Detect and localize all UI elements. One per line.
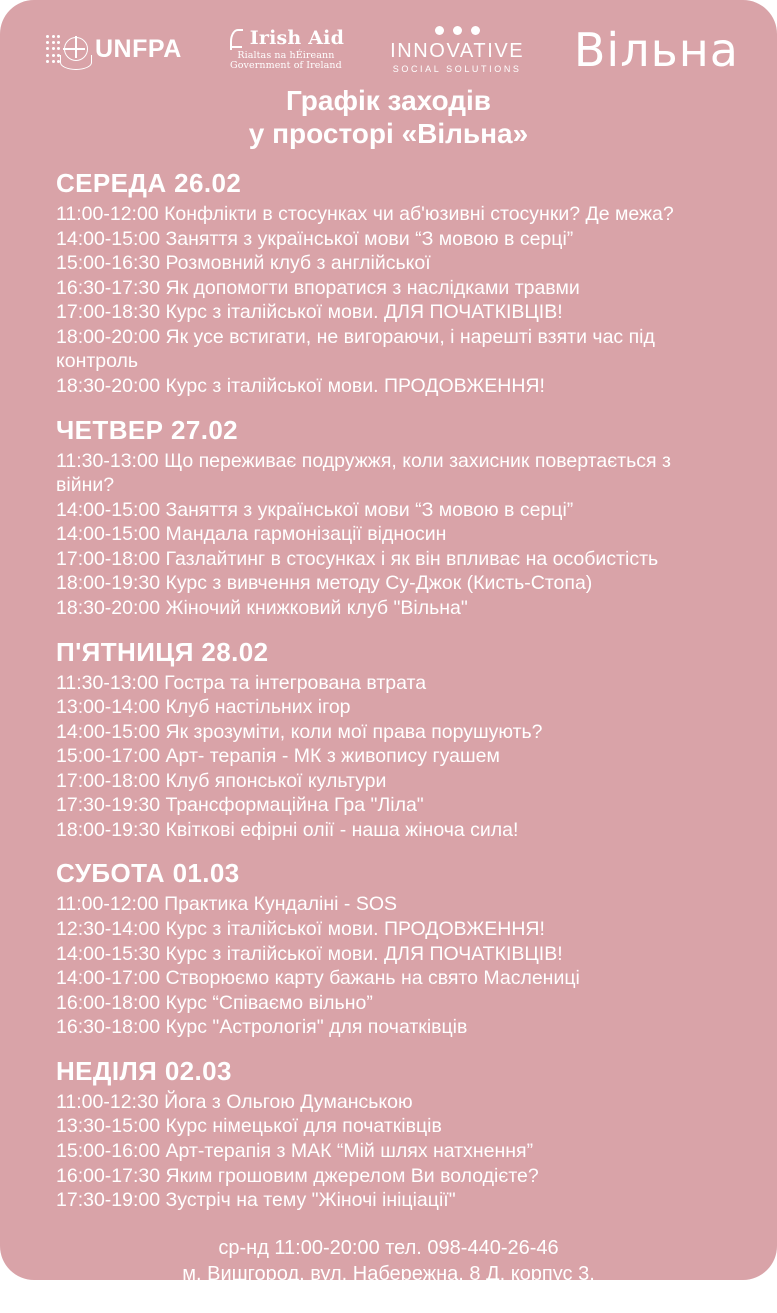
schedule-event	[56, 695, 733, 720]
schedule-event-time: 18:00-19:30	[56, 818, 161, 841]
schedule-event	[56, 991, 733, 1016]
schedule-event	[56, 374, 733, 399]
schedule-event-title: Арт-терапія з МАК “Мій шлях натхнення”	[165, 1139, 534, 1162]
schedule-event-title: Курс німецької для початківців	[165, 1115, 442, 1138]
schedule-event-title: Квіткові ефірні олії - наша жіноча сила!	[165, 818, 519, 841]
schedule-event-time: 15:00-17:00	[56, 745, 161, 768]
poster-footer	[0, 1229, 777, 1313]
schedule-event-time: 11:30-13:00	[56, 449, 159, 472]
schedule-event	[56, 1139, 733, 1164]
schedule-list	[0, 150, 777, 1213]
schedule-event	[56, 744, 733, 769]
brand-name: Вільна	[573, 23, 739, 77]
schedule-event	[56, 720, 733, 745]
logo-irish-aid-sub1: Rialtas na hÉireann	[237, 50, 335, 61]
schedule-event-title: Практика Кундаліні - SOS	[164, 893, 398, 916]
schedule-event-title: Газлайтинг в стосунках і як він впливає на особистість	[165, 547, 659, 570]
schedule-day	[56, 858, 733, 1039]
schedule-day-title: СЕРЕДА 26.02	[56, 168, 242, 199]
schedule-event-title: Курс з вивчення методу Су-Джок (Кисть-Стопа)	[165, 572, 593, 595]
schedule-event-time: 18:30-20:00	[56, 375, 161, 397]
schedule-event-title: Як допомогти впоратися з наслідками травми	[165, 276, 580, 299]
schedule-event	[56, 571, 733, 596]
schedule-event	[56, 1114, 733, 1139]
logo-irish-aid-sub2: Government of Ireland	[230, 60, 342, 72]
schedule-event-title: Курс з італійської мови. ДЛЯ ПОЧАТКІВЦІВ!	[165, 301, 563, 324]
schedule-day	[56, 415, 733, 621]
logo-iss-sub: SOCIAL SOLUTIONS	[392, 63, 522, 74]
schedule-event-title: Зустріч на тему "Жіночі ініціації"	[165, 1189, 456, 1212]
schedule-event-title: Створюємо карту бажань на свято Маслениці	[165, 967, 580, 990]
footer-complex: ЖК Вишгород Сіті Парк	[280, 1288, 497, 1311]
schedule-event	[56, 251, 733, 276]
schedule-event	[56, 596, 733, 621]
schedule-event-title: Трансформаційна Гра "Ліла"	[165, 794, 424, 817]
three-dots-icon	[390, 26, 524, 35]
footer-address: м. Вишгород, вул. Набережна, 8 Д, корпус 3,	[182, 1262, 595, 1285]
schedule-event-title: Гостра та інтегрована втрата	[164, 671, 427, 694]
schedule-event-time: 14:00-15:00	[56, 498, 161, 521]
schedule-event-title: Жіночий книжковий клуб "Вільна"	[165, 596, 468, 619]
schedule-event-title: Мандала гармонізації відносин	[165, 523, 447, 546]
schedule-event-time: 11:00-12:30	[56, 1090, 159, 1113]
schedule-event	[56, 522, 733, 547]
schedule-event-time: 17:00-18:30	[56, 301, 161, 324]
schedule-event-time: 13:30-15:00	[56, 1115, 161, 1138]
schedule-event-title: Курс з італійської мови. ПРОДОВЖЕННЯ!	[165, 918, 545, 940]
page-title-line1: Графік заходів	[285, 85, 492, 116]
schedule-event-time: 14:00-15:00	[56, 523, 161, 546]
schedule-event-time: 16:00-17:30	[56, 1164, 161, 1187]
schedule-event-time: 12:30-14:00	[56, 918, 161, 940]
schedule-event-title: Клуб настільних ігор	[165, 696, 351, 719]
schedule-event-time: 15:00-16:30	[56, 252, 161, 275]
schedule-event-title: Курс “Співаємо вільно”	[165, 991, 373, 1014]
schedule-event-time: 17:00-18:00	[56, 769, 161, 792]
schedule-event	[56, 769, 733, 794]
logo-innovative-social-solutions	[390, 26, 524, 75]
schedule-event	[56, 276, 733, 301]
un-globe-icon	[46, 31, 88, 69]
harp-icon	[228, 29, 243, 48]
page-title	[0, 84, 777, 150]
schedule-event-title: Арт- терапія - МК з живопису гуашем	[165, 745, 500, 768]
schedule-event-title: Заняття з української мови “З мовою в серці”	[165, 498, 574, 521]
schedule-event	[56, 892, 733, 917]
logo-unfpa	[46, 31, 182, 69]
schedule-event-title: Курс з італійської мови. ДЛЯ ПОЧАТКІВЦІВ!	[165, 942, 563, 965]
schedule-event-title: Як зрозуміти, коли мої права порушують?	[165, 720, 543, 743]
schedule-event-title: Розмовний клуб з англійської	[165, 252, 431, 275]
schedule-event	[56, 1090, 733, 1115]
schedule-event-title: Що переживає подружжя, коли захисник повертається з війни?	[56, 449, 671, 497]
schedule-event	[56, 917, 733, 942]
schedule-event-time: 16:30-18:00	[56, 1016, 161, 1039]
schedule-day	[56, 637, 733, 843]
schedule-event	[56, 227, 733, 252]
schedule-day-title: ЧЕТВЕР 27.02	[56, 414, 239, 445]
logo-irish-aid-title: Irish Aid	[249, 27, 345, 50]
schedule-event-time: 14:00-15:30	[56, 942, 161, 965]
schedule-event	[56, 202, 733, 227]
schedule-day-title: СУБОТА 01.03	[56, 858, 240, 889]
logo-group	[46, 26, 524, 75]
schedule-event	[56, 1188, 733, 1213]
schedule-event-time: 16:30-17:30	[56, 276, 161, 299]
schedule-event-title: Курс "Астрологія" для початківців	[165, 1016, 468, 1039]
schedule-event	[56, 325, 733, 374]
schedule-event-title: Йога з Ольгою Думанською	[164, 1090, 413, 1113]
schedule-event	[56, 818, 733, 843]
schedule-event	[56, 498, 733, 523]
schedule-event-time: 17:30-19:30	[56, 794, 161, 817]
schedule-event	[56, 547, 733, 572]
schedule-event-time: 13:00-14:00	[56, 696, 161, 719]
schedule-event-title: Конфлікти в стосунках чи аб'юзивні стосунки? Де межа?	[164, 203, 674, 226]
schedule-event-time: 14:00-15:00	[56, 720, 161, 743]
footer-hours-phone: ср-нд 11:00-20:00 тел. 098-440-26-46	[218, 1236, 559, 1259]
schedule-event-title: Клуб японської культури	[165, 769, 387, 792]
schedule-event	[56, 449, 733, 498]
schedule-event-time: 14:00-17:00	[56, 967, 161, 990]
schedule-event-time: 18:00-20:00	[56, 325, 161, 348]
schedule-event-time: 11:00-12:00	[56, 203, 159, 226]
schedule-event-time: 18:30-20:00	[56, 596, 161, 619]
schedule-day-title: П'ЯТНИЦЯ 28.02	[56, 636, 269, 667]
logo-unfpa-text: UNFPA	[95, 35, 182, 64]
schedule-event-time: 17:00-18:00	[56, 547, 161, 570]
schedule-event-time: 17:30-19:00	[56, 1189, 161, 1212]
schedule-event-time: 11:30-13:00	[56, 671, 159, 694]
schedule-day	[56, 1056, 733, 1213]
schedule-event	[56, 671, 733, 696]
schedule-event	[56, 1164, 733, 1189]
schedule-event	[56, 793, 733, 818]
schedule-event	[56, 966, 733, 991]
logo-iss-title: INNOVATIVE	[390, 39, 525, 62]
schedule-event-time: 16:00-18:00	[56, 991, 161, 1014]
schedule-day-title: НЕДІЛЯ 02.03	[56, 1055, 232, 1086]
poster-header	[0, 0, 777, 82]
schedule-event	[56, 942, 733, 967]
schedule-event	[56, 300, 733, 325]
schedule-event	[56, 1015, 733, 1040]
page-title-line2: у просторі «Вільна»	[248, 118, 529, 150]
schedule-event-title: Заняття з української мови “З мовою в серці”	[165, 227, 574, 250]
schedule-event-title: Курс з італійської мови. ПРОДОВЖЕННЯ!	[165, 375, 545, 397]
schedule-event-time: 15:00-16:00	[56, 1139, 161, 1162]
schedule-event-title: Як усе встигати, не вигораючи, і нарешті взяти час під контроль	[56, 325, 655, 373]
schedule-event-title: Яким грошовим джерелом Ви володієте?	[165, 1164, 539, 1187]
schedule-event-time: 14:00-15:00	[56, 227, 161, 250]
schedule-event-time: 18:00-19:30	[56, 572, 161, 595]
schedule-day	[56, 168, 733, 399]
logo-irish-aid	[228, 28, 344, 71]
schedule-event-time: 11:00-12:00	[56, 893, 159, 916]
